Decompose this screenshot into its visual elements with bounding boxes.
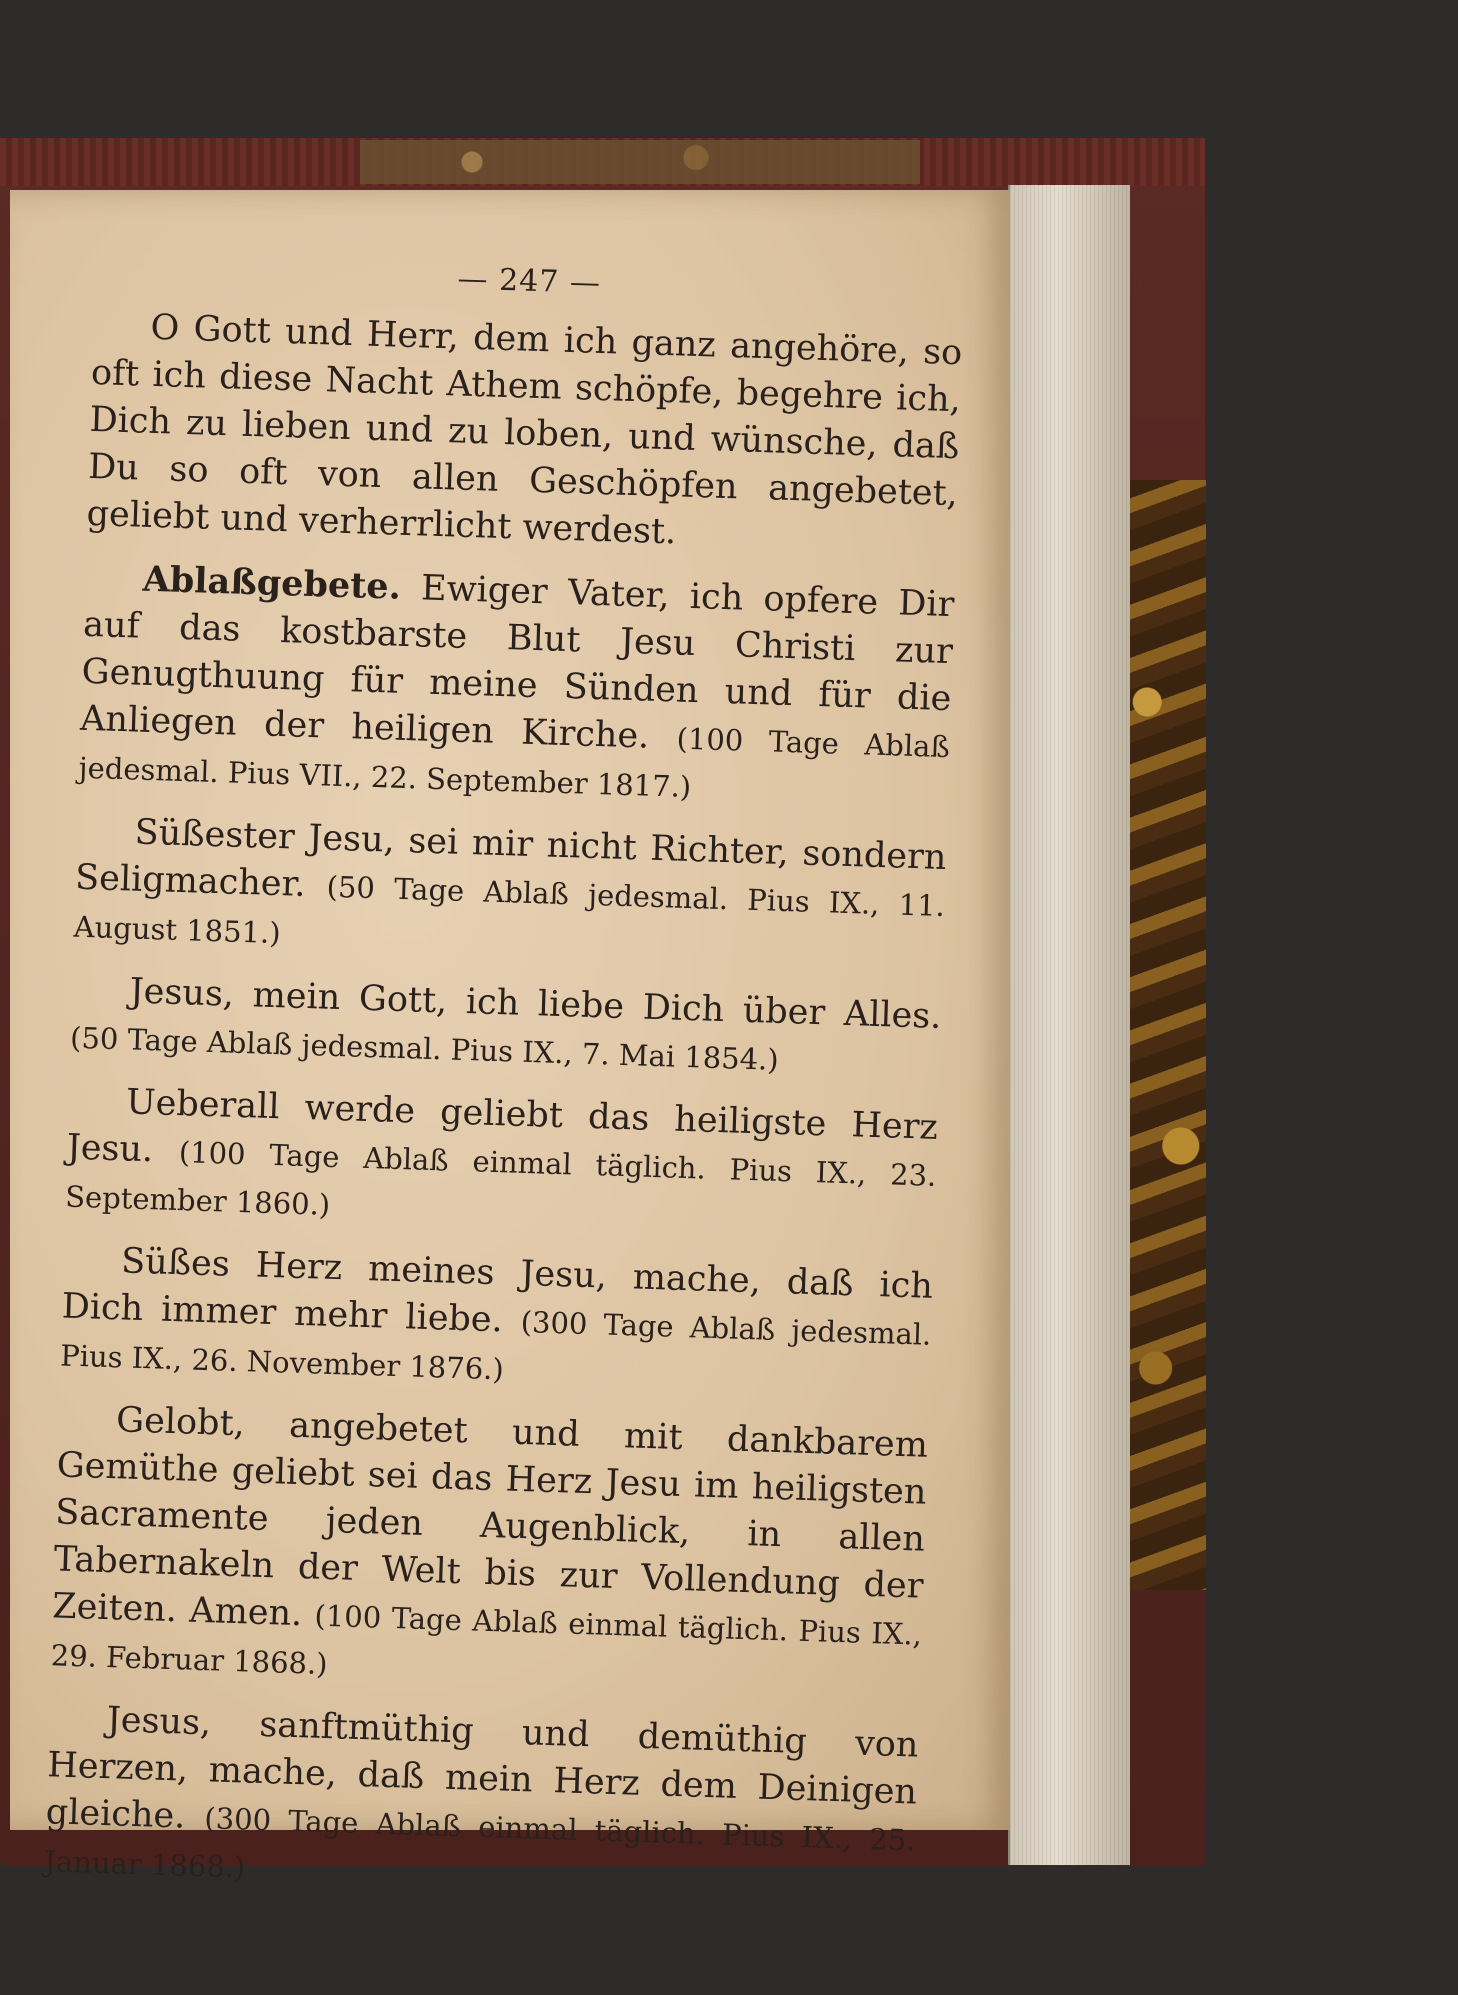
paragraph-1	[86, 303, 963, 565]
paragraph-7	[50, 1395, 928, 1706]
section-heading: Ablaßgebete.	[142, 558, 402, 608]
indulgence-note: (300 Tage Ablaß einmal täglich. Pius IX., 25. Januar 1868.)	[43, 1801, 916, 1885]
indulgence-note: (50 Tage Ablaß jedesmal. Pius IX., 7. Mai 1854.)	[69, 1020, 780, 1077]
paragraph-text: O Gott und Herr, dem ich ganz angehöre, so oft ich diese Nacht Athem schöpfe, begehre ich, Dich zu lieben und zu loben, und wünsche, daß Du so oft von allen Geschöpfen angebetet, geliebt und verherrlicht werdest.	[86, 307, 963, 553]
paragraph-4	[69, 967, 942, 1089]
indulgence-note: (50 Tage Ablaß jedesmal. Pius IX., 11. August 1851.)	[73, 869, 946, 951]
paragraph-2	[78, 554, 955, 819]
paragraph-text: Gelobt, angebetet und mit dankbarem Gemüthe geliebt sei das Herz Jesu im heiligsten Sacramente jeden Augenblick, in allen Tabernakeln der Welt bis zur Vollendung der Zeiten. Amen.	[51, 1400, 929, 1635]
marbled-edge	[1122, 480, 1206, 1590]
paragraph-8	[44, 1695, 920, 1912]
paragraph-5	[65, 1078, 939, 1248]
paragraph-text: Süßester Jesu, sei mir nicht Richter, sondern Seligmacher.	[74, 812, 947, 905]
marbled-endpaper-top	[360, 140, 920, 184]
paragraph-6	[60, 1237, 934, 1407]
indulgence-note: (300 Tage Ablaß jedesmal. Pius IX., 26. November 1876.)	[59, 1304, 932, 1387]
paragraph-text: Süßes Herz meines Jesu, mache, daß ich Dich immer mehr liebe.	[61, 1241, 934, 1341]
indulgence-note: (100 Tage Ablaß einmal täglich. Pius IX., 23. September 1860.)	[64, 1135, 937, 1222]
indulgence-note: (100 Tage Ablaß jedesmal. Pius VII., 22. September 1817.)	[78, 721, 951, 804]
page-number: — 247 —	[457, 261, 602, 301]
paragraph-text: Jesus, sanftmüthig und demüthig von Herzen, mache, daß mein Herz dem Deinigen gleiche.	[45, 1700, 920, 1837]
indulgence-note: (100 Tage Ablaß einmal täglich. Pius IX., 29. Februar 1868.)	[50, 1598, 923, 1681]
paragraph-text: Jesus, mein Gott, ich liebe Dich über Alles.	[129, 971, 942, 1037]
page-block-edges	[1008, 185, 1130, 1865]
paragraph-text: Ewiger Vater, ich opfere Dir auf das kostbarste Blut Jesu Christi zur Genugthuung für meine Sünden und für die Anliegen der heiligen Kirche.	[79, 568, 955, 757]
paragraph-3	[73, 808, 947, 978]
page-text-block	[43, 250, 964, 1929]
paragraph-text: Ueberall werde geliebt das heiligste Herz Jesu.	[66, 1082, 939, 1171]
